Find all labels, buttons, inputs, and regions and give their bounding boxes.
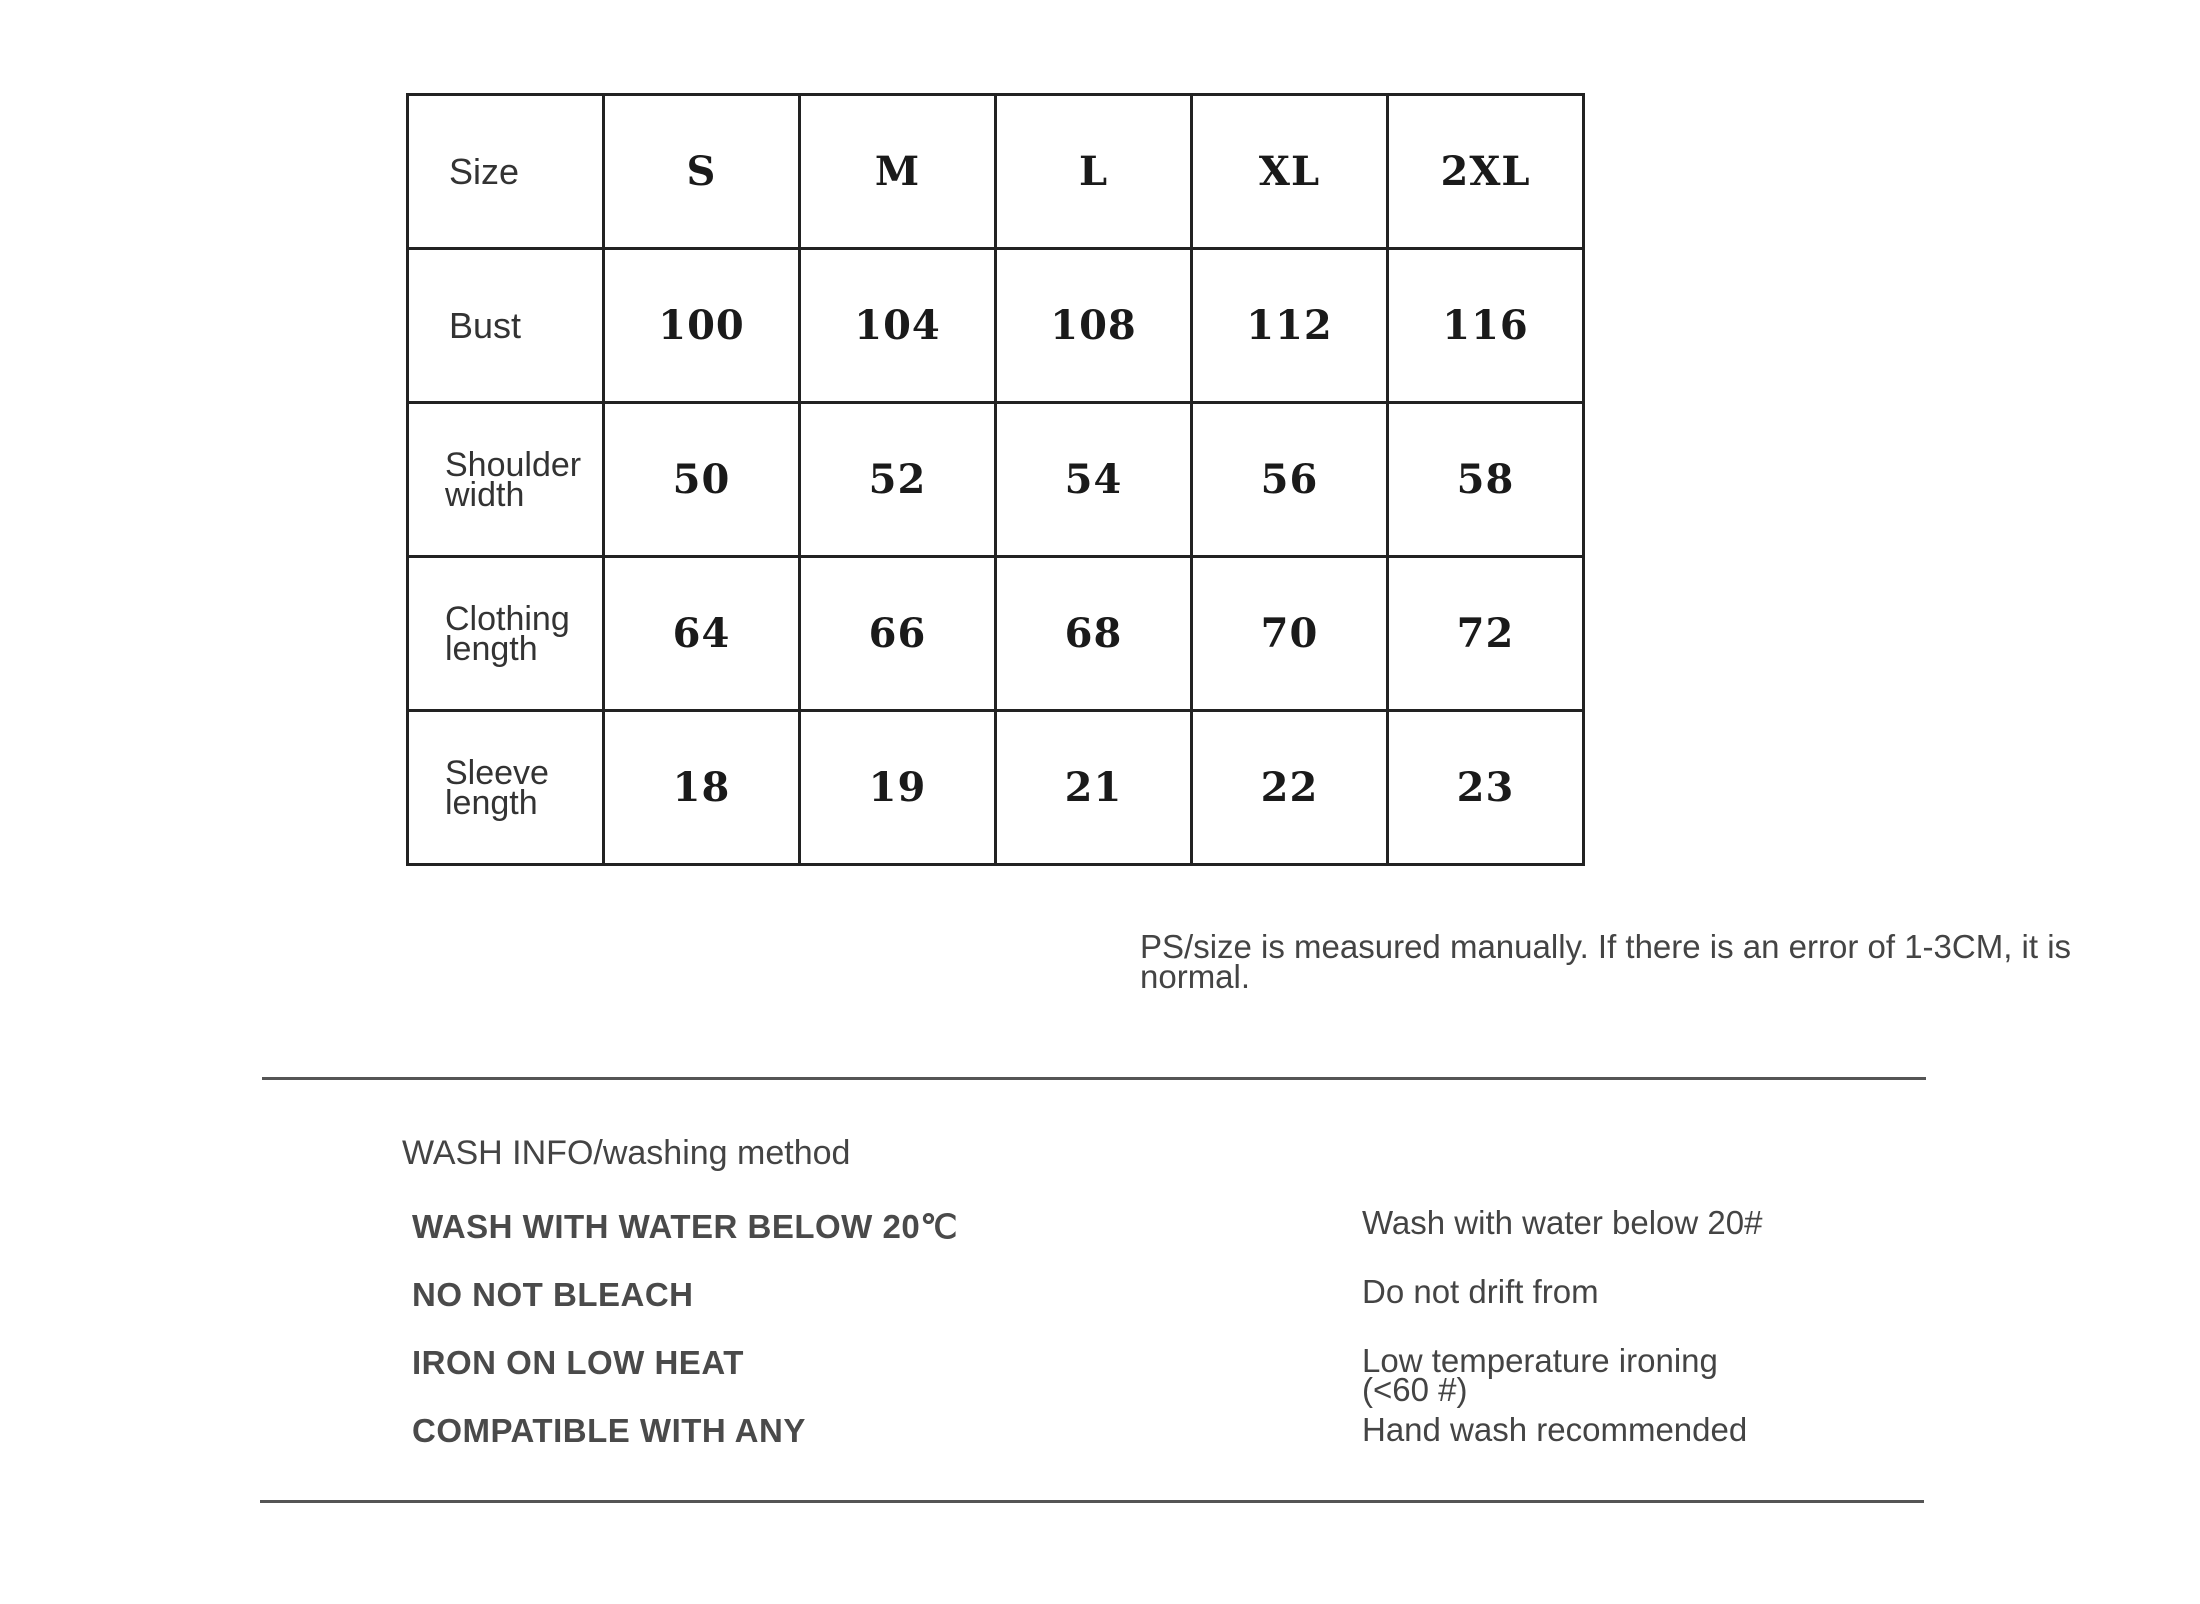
table-cell: 52 [800, 403, 996, 557]
table-cell: 70 [1192, 557, 1388, 711]
table-cell: 100 [604, 249, 800, 403]
list-item: Do not drift from [1362, 1273, 1599, 1310]
table-cell: 116 [1388, 249, 1584, 403]
table-cell: 104 [800, 249, 996, 403]
size-header-xl: XL [1192, 95, 1388, 249]
list-item: Low temperature ironing (<60 #) [1362, 1342, 1718, 1408]
size-header-2xl: 2XL [1388, 95, 1584, 249]
table-header-row [408, 95, 1584, 249]
table-cell: 21 [996, 711, 1192, 865]
size-header-l: L [996, 95, 1192, 249]
table-row-bust [408, 249, 1584, 403]
list-item: IRON ON LOW HEAT [412, 1344, 744, 1381]
table-cell: 112 [1192, 249, 1388, 403]
wash-info-title: WASH INFO/washing method [402, 1134, 851, 1172]
list-item: Hand wash recommended [1362, 1411, 1748, 1448]
row-label-clothing-length: Clothing length [408, 557, 604, 711]
table-cell: 18 [604, 711, 800, 865]
size-header-m: M [800, 95, 996, 249]
table-row-shoulder-width [408, 403, 1584, 557]
table-cell: 66 [800, 557, 996, 711]
table-cell: 50 [604, 403, 800, 557]
list-item: COMPATIBLE WITH ANY [412, 1412, 806, 1449]
size-chart-table [406, 93, 1585, 866]
table-cell: 108 [996, 249, 1192, 403]
row-label-bust: Bust [408, 249, 604, 403]
row-label-size: Size [408, 95, 604, 249]
table-cell: 58 [1388, 403, 1584, 557]
row-label-shoulder-width: Shoulder width [408, 403, 604, 557]
list-item: WASH WITH WATER BELOW 20℃ [412, 1208, 958, 1245]
table-cell: 68 [996, 557, 1192, 711]
table-cell: 72 [1388, 557, 1584, 711]
table-cell: 56 [1192, 403, 1388, 557]
divider-top [262, 1077, 1926, 1080]
table-cell: 19 [800, 711, 996, 865]
table-cell: 23 [1388, 711, 1584, 865]
row-label-sleeve-length: Sleeve length [408, 711, 604, 865]
list-item: NO NOT BLEACH [412, 1276, 694, 1313]
care-instructions-translation-list [1362, 1204, 1782, 1484]
size-header-s: S [604, 95, 800, 249]
table-cell: 64 [604, 557, 800, 711]
table-cell: 22 [1192, 711, 1388, 865]
table-row-clothing-length [408, 557, 1584, 711]
care-instructions-list [412, 1205, 958, 1477]
measurement-note: PS/size is measured manually. If there is an error of 1-3CM, it is normal. [1140, 928, 2072, 995]
table-cell: 54 [996, 403, 1192, 557]
table-row-sleeve-length [408, 711, 1584, 865]
divider-bottom [260, 1500, 1924, 1503]
list-item: Wash with water below 20# [1362, 1204, 1763, 1241]
